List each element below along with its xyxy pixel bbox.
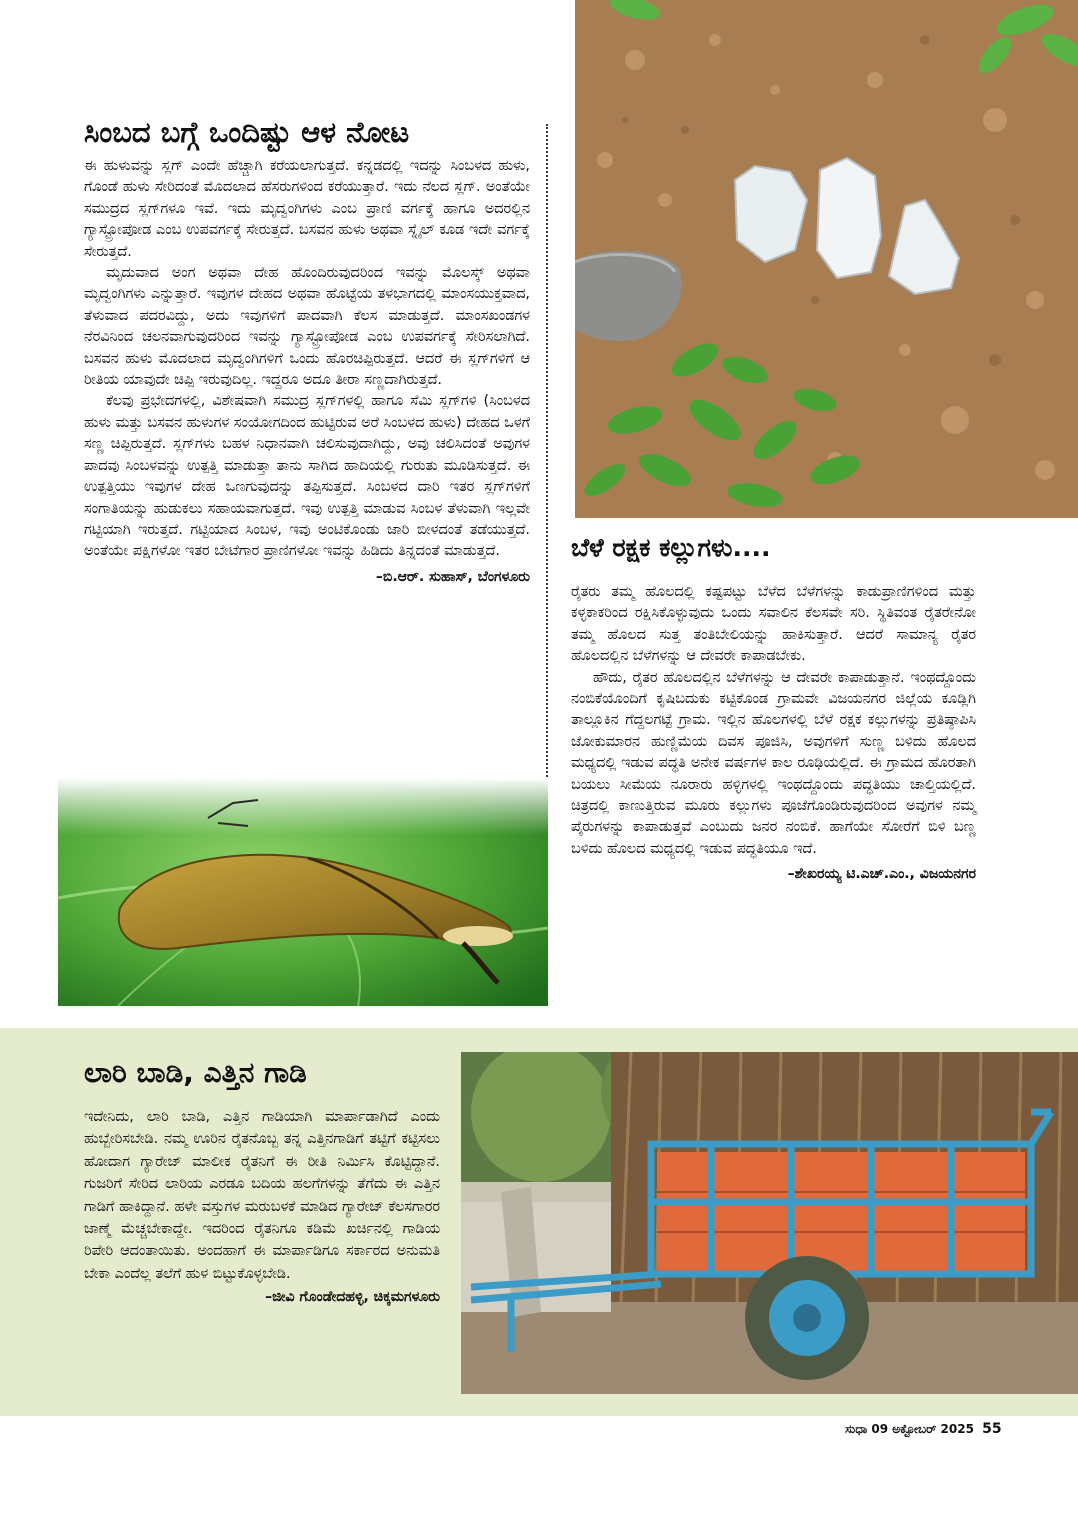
slug-article-body [84, 156, 530, 563]
stones-article-credit: –ಶೇಖರಯ್ಯ ಟಿ.ಎಚ್.ಎಂ., ವಿಜಯನಗರ [787, 866, 976, 883]
slug-paragraph-1: ಈ ಹುಳುವನ್ನು ಸ್ಲಗ್ ಎಂದೇ ಹೆಚ್ಚಾಗಿ ಕರೆಯಲಾಗುತ್ತದೆ. ಕನ್ನಡದಲ್ಲಿ ಇದನ್ನು ಸಿಂಬಳದ ಹುಳು, ಗೊಂಡೆ ಹುಳು ಸೇರಿದಂತೆ ಮೊದಲಾದ ಹೆಸರುಗಳಿಂದ ಕರೆಯುತ್ತಾರೆ. ಇದು ನೆಲದ ಸ್ಲಗ್. ಅಂತೆಯೇ ಸಮುದ್ರದ ಸ್ಲಗ್‌ಗಳೂ ಇವೆ. ಇದು ಮೃದ್ವಂಗಿಗಳು ಎಂಬ ಪ್ರಾಣಿ ವರ್ಗಕ್ಕೆ ಹಾಗೂ ಅದರಲ್ಲಿನ ಗ್ಯಾಸ್ಟ್ರೋಪೋಡ ಎಂಬ ಉಪವರ್ಗಕ್ಕೆ ಸೇರುತ್ತದೆ. ಬಸವನ ಹುಳು ಅಥವಾ ಸ್ನೈಲ್ ಕೂಡ ಇದೇ ವರ್ಗಕ್ಕೆ ಸೇರುತ್ತದೆ. [84, 158, 530, 260]
stones-photo [575, 0, 1078, 518]
stones-article-title: ಬೆಳೆ ರಕ್ಷಕ ಕಲ್ಲುಗಳು.... [571, 533, 771, 562]
cart-photo [461, 1052, 1078, 1394]
cart-article-title: ಲಾರಿ ಬಾಡಿ, ಎತ್ತಿನ ಗಾಡಿ [84, 1056, 307, 1089]
cart-paragraph-1: ಇದೇನಿದು, ಲಾರಿ ಬಾಡಿ, ಎತ್ತಿನ ಗಾಡಿಯಾಗಿ ಮಾರ್ಪಾಡಾಗಿದೆ ಎಂದು ಹುಬ್ಬೇರಿಸಬೇಡಿ. ನಮ್ಮ ಊರಿನ ರೈತನೊಬ್ಬ ತನ್ನ ಎತ್ತಿನಗಾಡಿಗೆ ತಟ್ಟಿಗೆ ಕಟ್ಟಿಸಲು ಹೋದಾಗ ಗ್ಯಾರೇಜ್ ಮಾಲೀಕ ರೈತನಿಗೆ ಈ ರೀತಿ ನಿರ್ಮಿಸಿ ಕೊಟ್ಟಿದ್ದಾನೆ. ಗುಜರಿಗೆ ಸೇರಿದ ಲಾರಿಯ ಎರಡೂ ಬದಿಯ ಹಲಗೆಗಳನ್ನು ತೆಗೆದು ಈ ಎತ್ತಿನ ಗಾಡಿಗೆ ಹಾಕಿದ್ದಾನೆ. ಹಳೇ ವಸ್ತುಗಳ ಮರುಬಳಕೆ ಮಾಡಿದ ಗ್ಯಾರೇಜ್ ಕೆಲಸಗಾರರ ಜಾಣ್ಮೆ ಮೆಚ್ಚಬೇಕಾದ್ದೇ. ಇದರಿಂದ ರೈತನಿಗೂ ಕಡಿಮೆ ಖರ್ಚಿನಲ್ಲಿ ಗಾಡಿಯ ರಿಪೇರಿ ಆದಂತಾಯಿತು. ಅಂದಹಾಗೆ ಈ ಮಾರ್ಪಾಡಿಗೂ ಸರ್ಕಾರದ ಅನುಮತಿ ಬೇಕಾ ಎಂದೆಲ್ಲ ತಲೆಗೆ ಹುಳ ಬಿಟ್ಟುಕೊಳ್ಳಬೇಡಿ. [84, 1109, 440, 1282]
magazine-issue: ಸುಧಾ 09 ಅಕ್ಟೋಬರ್ 2025 [845, 1422, 974, 1436]
crop-protector-stones-image [575, 0, 1078, 518]
slug-article-credit: –ಬಿ.ಆರ್. ಸುಹಾಸ್, ಬೆಂಗಳೂರು [375, 568, 530, 585]
stones-article-body [571, 582, 976, 860]
bullock-cart-with-lorry-body-image [461, 1052, 1078, 1394]
cart-article-credit: –ಜೀವಿ ಗೊಂಡೇದಹಳ್ಳಿ, ಚಿಕ್ಕಮಗಳೂರು [265, 1289, 440, 1306]
stones-paragraph-1: ರೈತರು ತಮ್ಮ ಹೊಲದಲ್ಲಿ ಕಷ್ಟಪಟ್ಟು ಬೆಳೆದ ಬೆಳೆಗಳನ್ನು ಕಾಡುಪ್ರಾಣಿಗಳಿಂದ ಮತ್ತು ಕಳ್ಳಕಾಕರಿಂದ ರಕ್ಷಿಸಿಕೊಳ್ಳುವುದು ಒಂದು ಸವಾಲಿನ ಕೆಲಸವೇ ಸರಿ. ಸ್ಥಿತಿವಂತ ರೈತರೇನೋ ತಮ್ಮ ಹೊಲದ ಸುತ್ತ ತಂತಿಬೇಲಿಯನ್ನು ಹಾಕಿಸುತ್ತಾರೆ. ಆದರೆ ಸಾಮಾನ್ಯ ರೈತರ ಹೊಲದಲ್ಲಿನ ಬೆಳೆಗಳನ್ನು ಆ ದೇವರೇ ಕಾಪಾಡಬೇಕು. [571, 584, 976, 665]
page-number: 55 [982, 1421, 1002, 1437]
slug-on-leaf-image [58, 778, 548, 1006]
stones-paragraph-2: ಹೌದು, ರೈತರ ಹೊಲದಲ್ಲಿನ ಬೆಳೆಗಳನ್ನು ಆ ದೇವರೇ ಕಾಪಾಡುತ್ತಾನೆ. ಇಂಥದ್ದೊಂದು ನಂಬಿಕೆಯೊಂದಿಗೆ ಕೃಷಿಬದುಕು ಕಟ್ಟಿಕೊಂಡ ಗ್ರಾಮವೇ ವಿಜಯನಗರ ಜಿಲ್ಲೆಯ ಕೂಡ್ಲಿಗಿ ತಾಲ್ಲೂಕಿನ ಗೆದ್ದಲಗಟ್ಟೆ ಗ್ರಾಮ. ಇಲ್ಲಿನ ಹೊಲಗಳಲ್ಲಿ ಬೆಳೆ ರಕ್ಷಕ ಕಲ್ಲುಗಳನ್ನು ಪ್ರತಿಷ್ಠಾಪಿಸಿ ಜೋಕುಮಾರನ ಹುಣ್ಣಿಮೆಯ ದಿವಸ ಪೂಜಿಸಿ, ಅವುಗಳಿಗೆ ಸುಣ್ಣ ಬಳಿದು ಹೊಲದ ಮಧ್ಯದಲ್ಲಿ ಇಡುವ ಪದ್ಧತಿ ಅನೇಕ ವರ್ಷಗಳ ಕಾಲ ರೂಢಿಯಲ್ಲಿದೆ. ಈ ಗ್ರಾಮದ ಹೊರತಾಗಿ ಬಯಲು ಸೀಮೆಯ ನೂರಾರು ಹಳ್ಳಿಗಳಲ್ಲಿ ಇಂಥದ್ದೊಂದು ಪದ್ಧತಿಯು ಚಾಲ್ತಿಯಲ್ಲಿದೆ. ಚಿತ್ರದಲ್ಲಿ ಕಾಣುತ್ತಿರುವ ಮೂರು ಕಲ್ಲುಗಳು ಪೂಜೆಗೊಂಡಿರುವುದರಿಂದ ಅವುಗಳ ನಮ್ಮ ಪೈರುಗಳನ್ನು ಕಾಪಾಡುತ್ತವೆ ಎಂಬುದು ಜನರ ನಂಬಿಕೆ. ಹಾಗೆಯೇ ಸೋರೆಗೆ ಬಿಳಿ ಬಣ್ಣ ಬಳಿದು ಹೊಲದ ಮಧ್ಯದಲ್ಲಿ ಇಡುವ ಪದ್ಧತಿಯೂ ಇದೆ. [571, 669, 976, 857]
slug-photo [58, 778, 548, 1006]
cart-article-body [84, 1106, 440, 1285]
stones-article [571, 528, 976, 882]
slug-paragraph-2: ಮೃದುವಾದ ಅಂಗ ಅಥವಾ ದೇಹ ಹೊಂದಿರುವುದರಿಂದ ಇವನ್ನು ಮೊಲಸ್ಕ್ ಅಥವಾ ಮೃದ್ವಂಗಿಗಳು ಎನ್ನುತ್ತಾರೆ. ಇವುಗಳ ದೇಹದ ಅಥವಾ ಹೊಟ್ಟೆಯ ತಳಭಾಗದಲ್ಲಿ ಮಾಂಸಯುಕ್ತವಾದ, ತೆಳುವಾದ ಪದರವಿದ್ದು, ಅದು ಇವುಗಳಿಗೆ ಪಾದವಾಗಿ ಕೆಲಸ ಮಾಡುತ್ತದೆ. ಮಾಂಸಖಂಡಗಳ ನೆರವಿನಿಂದ ಚಲನವಾಗುವುದರಿಂದ ಇವನ್ನು ಗ್ಯಾಸ್ಟ್ರೋಪೋಡ ಎಂಬ ಉಪವರ್ಗಕ್ಕೆ ಸೇರಿಸಲಾಗಿದೆ. ಬಸವನ ಹುಳು ಮೊದಲಾದ ಮೃದ್ವಂಗಿಗಳಿಗೆ ಒಂದು ಹೊರಚಿಪ್ಪಿರುತ್ತದೆ. ಆದರೆ ಈ ಸ್ಲಗ್‌ಗಳಿಗೆ ಆ ರೀತಿಯ ಯಾವುದೇ ಚಿಪ್ಪಿ ಇರುವುದಿಲ್ಲ. ಇದ್ದರೂ ಅದೂ ತೀರಾ ಸಣ್ಣದಾಗಿರುತ್ತದೆ. [84, 265, 530, 389]
slug-article [84, 112, 530, 585]
slug-paragraph-3: ಕೆಲವು ಪ್ರಭೇದಗಳಲ್ಲಿ, ವಿಶೇಷವಾಗಿ ಸಮುದ್ರ ಸ್ಲಗ್‌ಗಳಲ್ಲಿ ಹಾಗೂ ಸೆಮಿ ಸ್ಲಗ್‌ಗಳಿ (ಸಿಂಬಳದ ಹುಳು ಮತ್ತು ಬಸವನ ಹುಳುಗಳ ಸಂಯೋಗದಿಂದ ಹುಟ್ಟಿರುವ ಅರೆ ಸಿಂಬಳದ ಹುಳು) ದೇಹದ ಒಳಗೆ ಸಣ್ಣ ಚಿಪ್ಪಿರುತ್ತದೆ. ಸ್ಲಗ್‌ಗಳು ಬಹಳ ನಿಧಾನವಾಗಿ ಚಲಿಸುವುದಾಗಿದ್ದು, ಅವು ಚಲಿಸಿದಂತೆ ಅವುಗಳ ಪಾದವು ಸಿಂಬಳವನ್ನು ಉತ್ಪತ್ತಿ ಮಾಡುತ್ತಾ ತಾನು ಸಾಗಿದ ಹಾದಿಯಲ್ಲಿ ಗುರುತು ಮೂಡಿಸುತ್ತದೆ. ಈ ಉತ್ಪತ್ತಿಯು ಇವುಗಳ ದೇಹ ಒಣಗುವುದನ್ನು ತಪ್ಪಿಸುತ್ತದೆ. ಸಿಂಬಳದ ದಾರಿ ಇತರ ಸ್ಲಗ್‌ಗಳಿಗೆ ಸಂಗಾತಿಯನ್ನು ಹುಡುಕಲು ಸಹಾಯವಾಗುತ್ತದೆ. ಇವು ಉತ್ಪತ್ತಿ ಮಾಡುವ ಸಿಂಬಳ ತೆಳುವಾಗಿ ಇಲ್ಲವೇ ಗಟ್ಟಿಯಾಗಿ ಇರುತ್ತದೆ. ಗಟ್ಟಿಯಾದ ಸಿಂಬಳ, ಇವು ಅಂಟಿಕೊಂಡು ಜಾರಿ ಬೀಳದಂತೆ ತಡೆಯುತ್ತದೆ. ಅಂತೆಯೇ ಪಕ್ಷಿಗಳೋ ಇತರ ಬೇಟೆಗಾರ ಪ್ರಾಣಿಗಳೋ ಇವನ್ನು ಹಿಡಿದು ತಿನ್ನದಂತೆ ಮಾಡುತ್ತದೆ. [84, 393, 530, 560]
cart-article [84, 1052, 440, 1305]
page-footer [845, 1421, 1045, 1437]
slug-article-title: ಸಿಂಬದ ಬಗ್ಗೆ ಒಂದಿಷ್ಟು ಆಳ ನೋಟ [84, 115, 410, 149]
